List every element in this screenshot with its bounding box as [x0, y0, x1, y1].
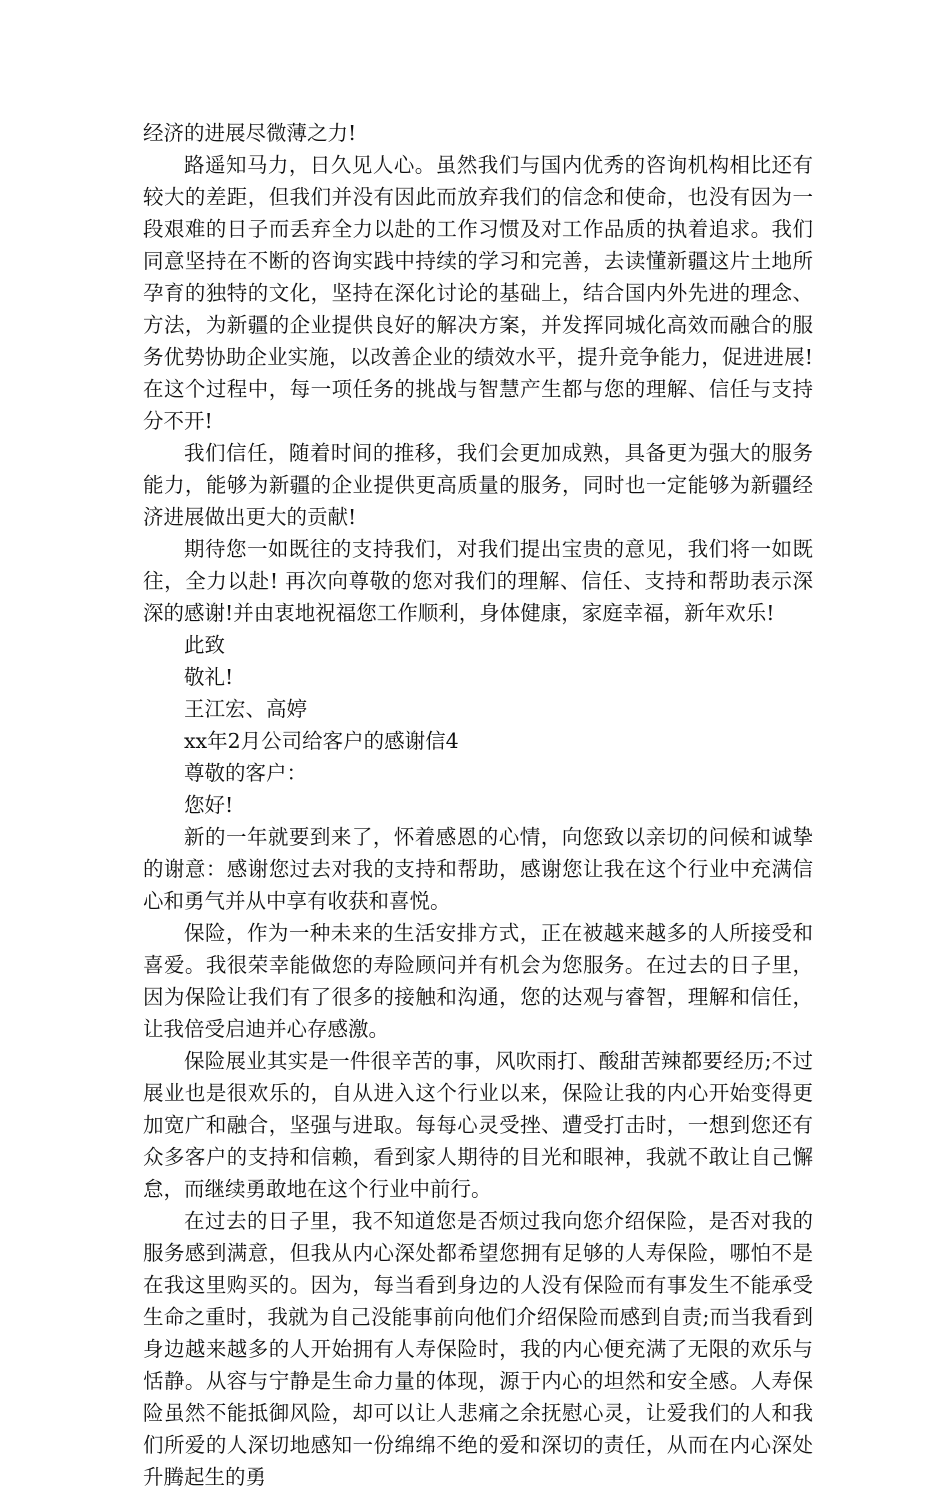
paragraph: 保险，作为一种未来的生活安排方式，正在被越来越多的人所接受和喜爱。我很荣幸能做您的寿险顾问并有机会为您服务。在过去的日子里，因为保险让我们有了很多的接触和沟通，您的达观与睿智，理解和信任，让我倍受启迪并心存感激。: [143, 921, 813, 1041]
letter-title: xx年2月公司给客户的感谢信4: [184, 729, 459, 753]
paragraph: 期待您一如既往的支持我们，对我们提出宝贵的意见，我们将一如既往，全力以赴! 再次向尊敬的您对我们的理解、信任、支持和帮助表示深深的感谢!并由衷地祝福您工作顺利，身体健康，家庭幸福，新年欢乐!: [143, 537, 813, 625]
paragraph: 路遥知马力，日久见人心。虽然我们与国内优秀的咨询机构相比还有较大的差距，但我们并没有因此而放弃我们的信念和使命，也没有因为一段艰难的日子而丢弃全力以赴的工作习惯及对工作品质的执着追求。我们同意坚持在不断的咨询实践中持续的学习和完善，去读懂新疆这片土地所孕育的独特的文化，坚持在深化讨论的基础上，结合国内外先进的理念、方法，为新疆的企业提供良好的解决方案，并发挥同城化高效而融合的服务优势协助企业实施，以改善企业的绩效水平，提升竞争能力，促进进展!在这个过程中，每一项任务的挑战与智慧产生都与您的理解、信任与支持分不开!: [143, 153, 813, 433]
greeting: 您好!: [184, 793, 234, 817]
closing-line: 此致: [184, 633, 225, 657]
document-body: [143, 117, 813, 1493]
paragraph: 保险展业其实是一件很辛苦的事，风吹雨打、酸甜苦辣都要经历;不过展业也是很欢乐的，自从进入这个行业以来，保险让我的内心开始变得更加宽广和融合，坚强与进取。每每心灵受挫、遭受打击时，一想到您还有众多客户的支持和信赖，看到家人期待的目光和眼神，我就不敢让自己懈怠，而继续勇敢地在这个行业中前行。: [143, 1049, 813, 1201]
paragraph: 我们信任，随着时间的推移，我们会更加成熟，具备更为强大的服务能力，能够为新疆的企业提供更高质量的服务，同时也一定能够为新疆经济进展做出更大的贡献!: [143, 441, 813, 529]
paragraph: 新的一年就要到来了，怀着感恩的心情，向您致以亲切的问候和诚挚的谢意：感谢您过去对我的支持和帮助，感谢您让我在这个行业中充满信心和勇气并从中享有收获和喜悦。: [143, 825, 813, 913]
salutation: 尊敬的客户：: [184, 761, 307, 785]
signature: 王江宏、高婷: [184, 697, 307, 721]
closing-salute: 敬礼!: [184, 665, 234, 689]
paragraph: 经济的进展尽微薄之力!: [143, 121, 357, 145]
paragraph: 在过去的日子里，我不知道您是否烦过我向您介绍保险，是否对我的服务感到满意，但我从内心深处都希望您拥有足够的人寿保险，哪怕不是在我这里购买的。因为，每当看到身边的人没有保险而有事发生不能承受生命之重时，我就为自己没能事前向他们介绍保险而感到自责;而当我看到身边越来越多的人开始拥有人寿保险时，我的内心便充满了无限的欢乐与恬静。从容与宁静是生命力量的体现，源于内心的坦然和安全感。人寿保险虽然不能抵御风险，却可以让人悲痛之余抚慰心灵，让爱我们的人和我们所爱的人深切地感知一份绵绵不绝的爱和深切的责任，从而在内心深处升腾起生的勇: [143, 1209, 813, 1489]
